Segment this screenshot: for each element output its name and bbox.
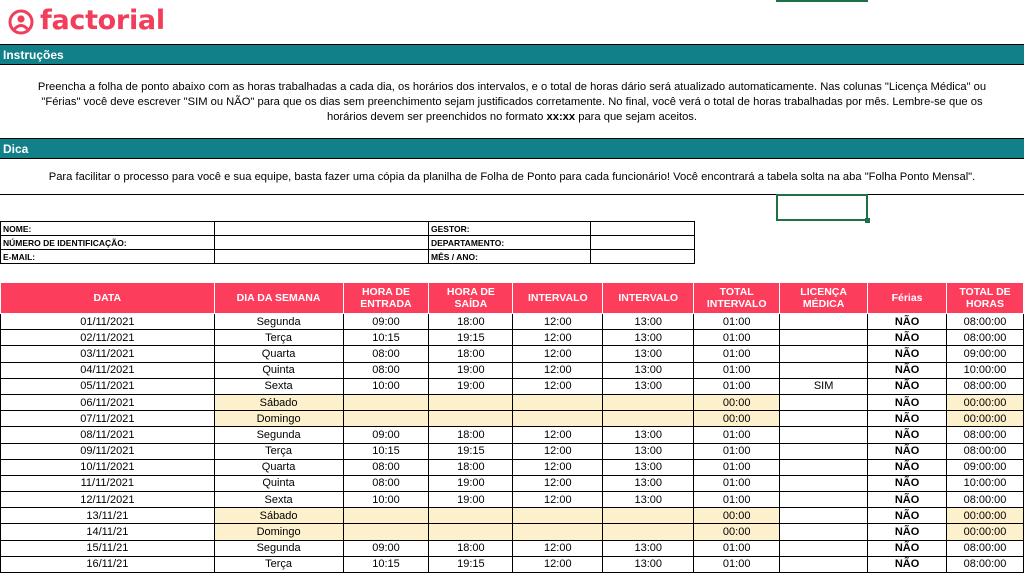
- cell-vacation[interactable]: NÃO: [868, 346, 947, 362]
- cell-date[interactable]: 15/11/21: [1, 540, 215, 556]
- cell-vacation[interactable]: NÃO: [868, 475, 947, 491]
- cell-break-end[interactable]: 13:00: [603, 459, 694, 475]
- cell-vacation[interactable]: NÃO: [868, 394, 947, 410]
- cell-medical-leave[interactable]: [780, 459, 868, 475]
- cell-medical-leave[interactable]: [780, 314, 868, 330]
- cell-date[interactable]: 16/11/21: [1, 556, 215, 572]
- cell-medical-leave[interactable]: [780, 443, 868, 459]
- cell-total-hours[interactable]: 08:00:00: [947, 443, 1024, 459]
- table-row: [1, 524, 1024, 540]
- cell-total-hours[interactable]: 08:00:00: [947, 540, 1024, 556]
- cell-break-end[interactable]: 13:00: [603, 475, 694, 491]
- table-row: [1, 330, 1024, 346]
- cell-total-break[interactable]: 00:00: [694, 394, 780, 410]
- cell-exit-time[interactable]: 19:00: [429, 362, 513, 378]
- cell-date[interactable]: 11/11/2021: [1, 475, 215, 491]
- cell-total-break[interactable]: 00:00: [694, 524, 780, 540]
- cell-total-hours[interactable]: 08:00:00: [947, 330, 1024, 346]
- instructions-line-3: [0, 110, 1024, 125]
- cell-weekday[interactable]: Sexta: [214, 378, 343, 394]
- cell-entry-time[interactable]: 08:00: [343, 362, 429, 378]
- instructions-text: [0, 80, 1024, 125]
- cell-weekday[interactable]: Domingo: [214, 411, 343, 427]
- cell-entry-time[interactable]: 10:00: [343, 378, 429, 394]
- cell-medical-leave[interactable]: [780, 330, 868, 346]
- id-label: NÚMERO DE IDENTIFICAÇÃO:: [1, 236, 215, 250]
- table-row: [1, 492, 1024, 508]
- cell-total-hours[interactable]: 08:00:00: [947, 556, 1024, 572]
- header-weekday: DIA DA SEMANA: [214, 283, 343, 314]
- table-row: [1, 362, 1024, 378]
- factorial-logo-icon: [8, 9, 34, 35]
- cell-total-break[interactable]: 01:00: [694, 556, 780, 572]
- header-total-hours: TOTAL DE HORAS: [947, 283, 1024, 314]
- cell-medical-leave[interactable]: [780, 492, 868, 508]
- cell-break-start[interactable]: 12:00: [513, 378, 603, 394]
- cell-exit-time[interactable]: [429, 394, 513, 410]
- instructions-line-1: Preencha a folha de ponto abaixo com as horas trabalhadas a cada dia, os horários dos intervalos, e o total de horas dário será atualizado automaticamente. Nas colunas "Licença Médica" ou: [37, 81, 987, 93]
- instructions-line-3-a: horários devem ser preenchidos no formato: [326, 111, 544, 123]
- cell-break-end[interactable]: [603, 508, 694, 524]
- instructions-format: xx:xx: [546, 111, 576, 123]
- header-total-break: TOTAL INTERVALO: [694, 283, 780, 314]
- cell-exit-time[interactable]: 19:00: [429, 475, 513, 491]
- header-exit-time: HORA DE SAÍDA: [429, 283, 513, 314]
- cell-weekday[interactable]: Segunda: [214, 540, 343, 556]
- cell-medical-leave[interactable]: [780, 524, 868, 540]
- cell-exit-time[interactable]: 18:00: [429, 314, 513, 330]
- cell-entry-time[interactable]: 09:00: [343, 540, 429, 556]
- cell-entry-time[interactable]: 10:15: [343, 556, 429, 572]
- timesheet-header-row: [1, 283, 1024, 314]
- cell-vacation[interactable]: NÃO: [868, 459, 947, 475]
- cell-entry-time[interactable]: 09:00: [343, 314, 429, 330]
- tip-line: Para facilitar o processo para você e sua equipe, basta fazer uma cópia da planilha de Folha de Ponto para cada funcionário! Você encontrará a tabela solta na aba "Folha Ponto Mensal".: [48, 171, 976, 183]
- table-row: [1, 411, 1024, 427]
- cell-date[interactable]: 13/11/21: [1, 508, 215, 524]
- cell-medical-leave[interactable]: [780, 475, 868, 491]
- cell-date[interactable]: 04/11/2021: [1, 362, 215, 378]
- cell-total-break[interactable]: 00:00: [694, 411, 780, 427]
- cell-vacation[interactable]: NÃO: [868, 492, 947, 508]
- cell-weekday[interactable]: Quinta: [214, 362, 343, 378]
- cell-vacation[interactable]: NÃO: [868, 362, 947, 378]
- cell-total-hours[interactable]: 09:00:00: [947, 459, 1024, 475]
- tip-header: [0, 138, 1024, 159]
- cell-break-start[interactable]: 12:00: [513, 443, 603, 459]
- cell-weekday[interactable]: Terça: [214, 443, 343, 459]
- cell-weekday[interactable]: Segunda: [214, 314, 343, 330]
- header-date: DATA: [1, 283, 215, 314]
- cell-weekday[interactable]: Terça: [214, 556, 343, 572]
- cell-exit-time[interactable]: [429, 524, 513, 540]
- cell-medical-leave[interactable]: [780, 346, 868, 362]
- tip-title: Dica: [3, 142, 29, 156]
- cell-total-hours[interactable]: 00:00:00: [947, 508, 1024, 524]
- cell-exit-time[interactable]: 18:00: [429, 346, 513, 362]
- name-value[interactable]: [215, 222, 429, 236]
- logo-text: factorial: [40, 5, 165, 36]
- cell-weekday[interactable]: Sábado: [214, 508, 343, 524]
- cell-exit-time[interactable]: 19:15: [429, 330, 513, 346]
- cell-entry-time[interactable]: [343, 508, 429, 524]
- cell-date[interactable]: 09/11/2021: [1, 443, 215, 459]
- cell-total-hours[interactable]: 09:00:00: [947, 346, 1024, 362]
- cell-break-end[interactable]: 13:00: [603, 314, 694, 330]
- instructions-line-2: "Férias" você deve escrever "SIM ou NÃO" para que os dias sem preenchimento sejam justificados corretamente. No final, você verá o total de horas trabalhadas por mês. Lembre-se que os: [41, 96, 983, 108]
- cell-break-start[interactable]: 12:00: [513, 556, 603, 572]
- id-value[interactable]: [215, 236, 429, 250]
- selected-cell[interactable]: [776, 194, 868, 221]
- cell-exit-time[interactable]: 19:15: [429, 443, 513, 459]
- manager-label: GESTOR:: [429, 222, 591, 236]
- cell-total-hours[interactable]: 00:00:00: [947, 411, 1024, 427]
- cell-total-break[interactable]: 00:00: [694, 508, 780, 524]
- cell-total-break[interactable]: 01:00: [694, 540, 780, 556]
- cell-date[interactable]: 03/11/2021: [1, 346, 215, 362]
- instructions-title: Instruções: [3, 48, 64, 62]
- cell-break-start[interactable]: 12:00: [513, 346, 603, 362]
- table-row: [1, 346, 1024, 362]
- cell-weekday[interactable]: Quarta: [214, 459, 343, 475]
- manager-value[interactable]: [591, 222, 695, 236]
- cell-break-start[interactable]: [513, 394, 603, 410]
- cell-total-hours[interactable]: 08:00:00: [947, 378, 1024, 394]
- cell-total-break[interactable]: 01:00: [694, 314, 780, 330]
- cell-vacation[interactable]: NÃO: [868, 427, 947, 443]
- cell-date[interactable]: 05/11/2021: [1, 378, 215, 394]
- cell-medical-leave[interactable]: [780, 362, 868, 378]
- cell-exit-time[interactable]: 18:00: [429, 540, 513, 556]
- employee-info-table: [0, 221, 695, 264]
- cell-vacation[interactable]: NÃO: [868, 540, 947, 556]
- cell-vacation[interactable]: NÃO: [868, 524, 947, 540]
- cell-break-end[interactable]: 13:00: [603, 540, 694, 556]
- table-row: [1, 459, 1024, 475]
- department-value[interactable]: [591, 236, 695, 250]
- cell-entry-time[interactable]: [343, 394, 429, 410]
- cell-date[interactable]: 12/11/2021: [1, 492, 215, 508]
- info-row: [1, 222, 695, 236]
- cell-total-break[interactable]: 01:00: [694, 330, 780, 346]
- cell-break-start[interactable]: 12:00: [513, 330, 603, 346]
- table-row: [1, 378, 1024, 394]
- table-row: [1, 475, 1024, 491]
- cell-medical-leave[interactable]: [780, 411, 868, 427]
- cell-break-start[interactable]: [513, 411, 603, 427]
- cell-total-hours[interactable]: 08:00:00: [947, 427, 1024, 443]
- table-row: [1, 508, 1024, 524]
- cell-total-break[interactable]: 01:00: [694, 443, 780, 459]
- cell-vacation[interactable]: NÃO: [868, 411, 947, 427]
- cell-break-start[interactable]: 12:00: [513, 362, 603, 378]
- cell-medical-leave[interactable]: [780, 556, 868, 572]
- cell-vacation[interactable]: NÃO: [868, 556, 947, 572]
- cell-weekday[interactable]: Terça: [214, 330, 343, 346]
- cell-weekday[interactable]: Sábado: [214, 394, 343, 410]
- cell-weekday[interactable]: Segunda: [214, 427, 343, 443]
- cell-exit-time[interactable]: [429, 508, 513, 524]
- cell-total-break[interactable]: 01:00: [694, 378, 780, 394]
- cell-exit-time[interactable]: [429, 411, 513, 427]
- cell-date[interactable]: 01/11/2021: [1, 314, 215, 330]
- cell-total-hours[interactable]: 00:00:00: [947, 524, 1024, 540]
- cell-entry-time[interactable]: 08:00: [343, 346, 429, 362]
- cell-medical-leave[interactable]: [780, 394, 868, 410]
- cell-break-end[interactable]: 13:00: [603, 556, 694, 572]
- table-row: [1, 427, 1024, 443]
- cell-date[interactable]: 07/11/2021: [1, 411, 215, 427]
- cell-exit-time[interactable]: 18:00: [429, 459, 513, 475]
- cell-total-hours[interactable]: 10:00:00: [947, 475, 1024, 491]
- cell-vacation[interactable]: NÃO: [868, 330, 947, 346]
- cell-break-end[interactable]: 13:00: [603, 346, 694, 362]
- cell-entry-time[interactable]: 09:00: [343, 427, 429, 443]
- logo-bar: [0, 0, 1024, 43]
- cell-break-end[interactable]: 13:00: [603, 362, 694, 378]
- cell-medical-leave[interactable]: [780, 427, 868, 443]
- cell-exit-time[interactable]: 19:00: [429, 492, 513, 508]
- cell-exit-time[interactable]: 19:00: [429, 378, 513, 394]
- cell-break-start[interactable]: 12:00: [513, 427, 603, 443]
- timesheet-table: [0, 282, 1024, 573]
- cell-break-end[interactable]: 13:00: [603, 443, 694, 459]
- cell-total-break[interactable]: 01:00: [694, 346, 780, 362]
- department-label: DEPARTAMENTO:: [429, 236, 591, 250]
- cell-vacation[interactable]: NÃO: [868, 443, 947, 459]
- cell-weekday[interactable]: Quinta: [214, 475, 343, 491]
- header-break-end: INTERVALO: [603, 283, 694, 314]
- cell-date[interactable]: 14/11/21: [1, 524, 215, 540]
- cell-date[interactable]: 08/11/2021: [1, 427, 215, 443]
- cell-vacation[interactable]: NÃO: [868, 314, 947, 330]
- cell-medical-leave[interactable]: [780, 540, 868, 556]
- month-year-value[interactable]: [591, 250, 695, 264]
- cell-exit-time[interactable]: 18:00: [429, 427, 513, 443]
- cell-weekday[interactable]: Quarta: [214, 346, 343, 362]
- name-label: NOME:: [1, 222, 215, 236]
- info-row: [1, 236, 695, 250]
- cell-entry-time[interactable]: [343, 524, 429, 540]
- table-row: [1, 314, 1024, 330]
- cell-break-start[interactable]: 12:00: [513, 492, 603, 508]
- instructions-header: [0, 44, 1024, 65]
- tip-text: [0, 170, 1024, 185]
- cell-vacation[interactable]: NÃO: [868, 508, 947, 524]
- divider: [0, 194, 1024, 195]
- month-year-label: MÊS / ANO:: [429, 250, 591, 264]
- cell-entry-time[interactable]: 08:00: [343, 459, 429, 475]
- cell-exit-time[interactable]: 19:15: [429, 556, 513, 572]
- cell-total-hours[interactable]: 08:00:00: [947, 314, 1024, 330]
- cell-break-start[interactable]: 12:00: [513, 475, 603, 491]
- table-row: [1, 540, 1024, 556]
- cell-total-break[interactable]: 01:00: [694, 427, 780, 443]
- selection-edge: [776, 0, 868, 2]
- instructions-line-3-b: para que sejam aceitos.: [578, 111, 698, 123]
- cell-entry-time[interactable]: 08:00: [343, 475, 429, 491]
- header-medical-leave: LICENÇA MÉDICA: [780, 283, 868, 314]
- table-row: [1, 556, 1024, 572]
- cell-break-start[interactable]: [513, 508, 603, 524]
- table-row: [1, 394, 1024, 410]
- cell-entry-time[interactable]: 10:15: [343, 443, 429, 459]
- cell-date[interactable]: 06/11/2021: [1, 394, 215, 410]
- cell-total-break[interactable]: 01:00: [694, 459, 780, 475]
- cell-break-start[interactable]: 12:00: [513, 459, 603, 475]
- cell-break-start[interactable]: 12:00: [513, 314, 603, 330]
- cell-break-end[interactable]: [603, 524, 694, 540]
- cell-entry-time[interactable]: 10:15: [343, 330, 429, 346]
- cell-break-end[interactable]: [603, 394, 694, 410]
- email-label: E-MAIL:: [1, 250, 215, 264]
- info-row: [1, 250, 695, 264]
- cell-break-end[interactable]: 13:00: [603, 492, 694, 508]
- cell-weekday[interactable]: Domingo: [214, 524, 343, 540]
- cell-break-end[interactable]: 13:00: [603, 378, 694, 394]
- cell-weekday[interactable]: Sexta: [214, 492, 343, 508]
- cell-total-break[interactable]: 01:00: [694, 475, 780, 491]
- header-vacation: Férias: [868, 283, 947, 314]
- cell-medical-leave[interactable]: [780, 508, 868, 524]
- cell-break-end[interactable]: 13:00: [603, 330, 694, 346]
- cell-date[interactable]: 02/11/2021: [1, 330, 215, 346]
- cell-entry-time[interactable]: 10:00: [343, 492, 429, 508]
- table-row: [1, 443, 1024, 459]
- cell-date[interactable]: 10/11/2021: [1, 459, 215, 475]
- cell-total-hours[interactable]: 08:00:00: [947, 492, 1024, 508]
- cell-total-break[interactable]: 01:00: [694, 492, 780, 508]
- email-value[interactable]: [215, 250, 429, 264]
- cell-total-hours[interactable]: 00:00:00: [947, 394, 1024, 410]
- cell-total-hours[interactable]: 10:00:00: [947, 362, 1024, 378]
- cell-medical-leave[interactable]: SIM: [780, 378, 868, 394]
- cell-vacation[interactable]: NÃO: [868, 378, 947, 394]
- header-break-start: INTERVALO: [513, 283, 603, 314]
- cell-break-start[interactable]: [513, 524, 603, 540]
- cell-total-break[interactable]: 01:00: [694, 362, 780, 378]
- cell-break-end[interactable]: 13:00: [603, 427, 694, 443]
- cell-break-start[interactable]: 12:00: [513, 540, 603, 556]
- cell-break-end[interactable]: [603, 411, 694, 427]
- header-entry-time: HORA DE ENTRADA: [343, 283, 429, 314]
- cell-entry-time[interactable]: [343, 411, 429, 427]
